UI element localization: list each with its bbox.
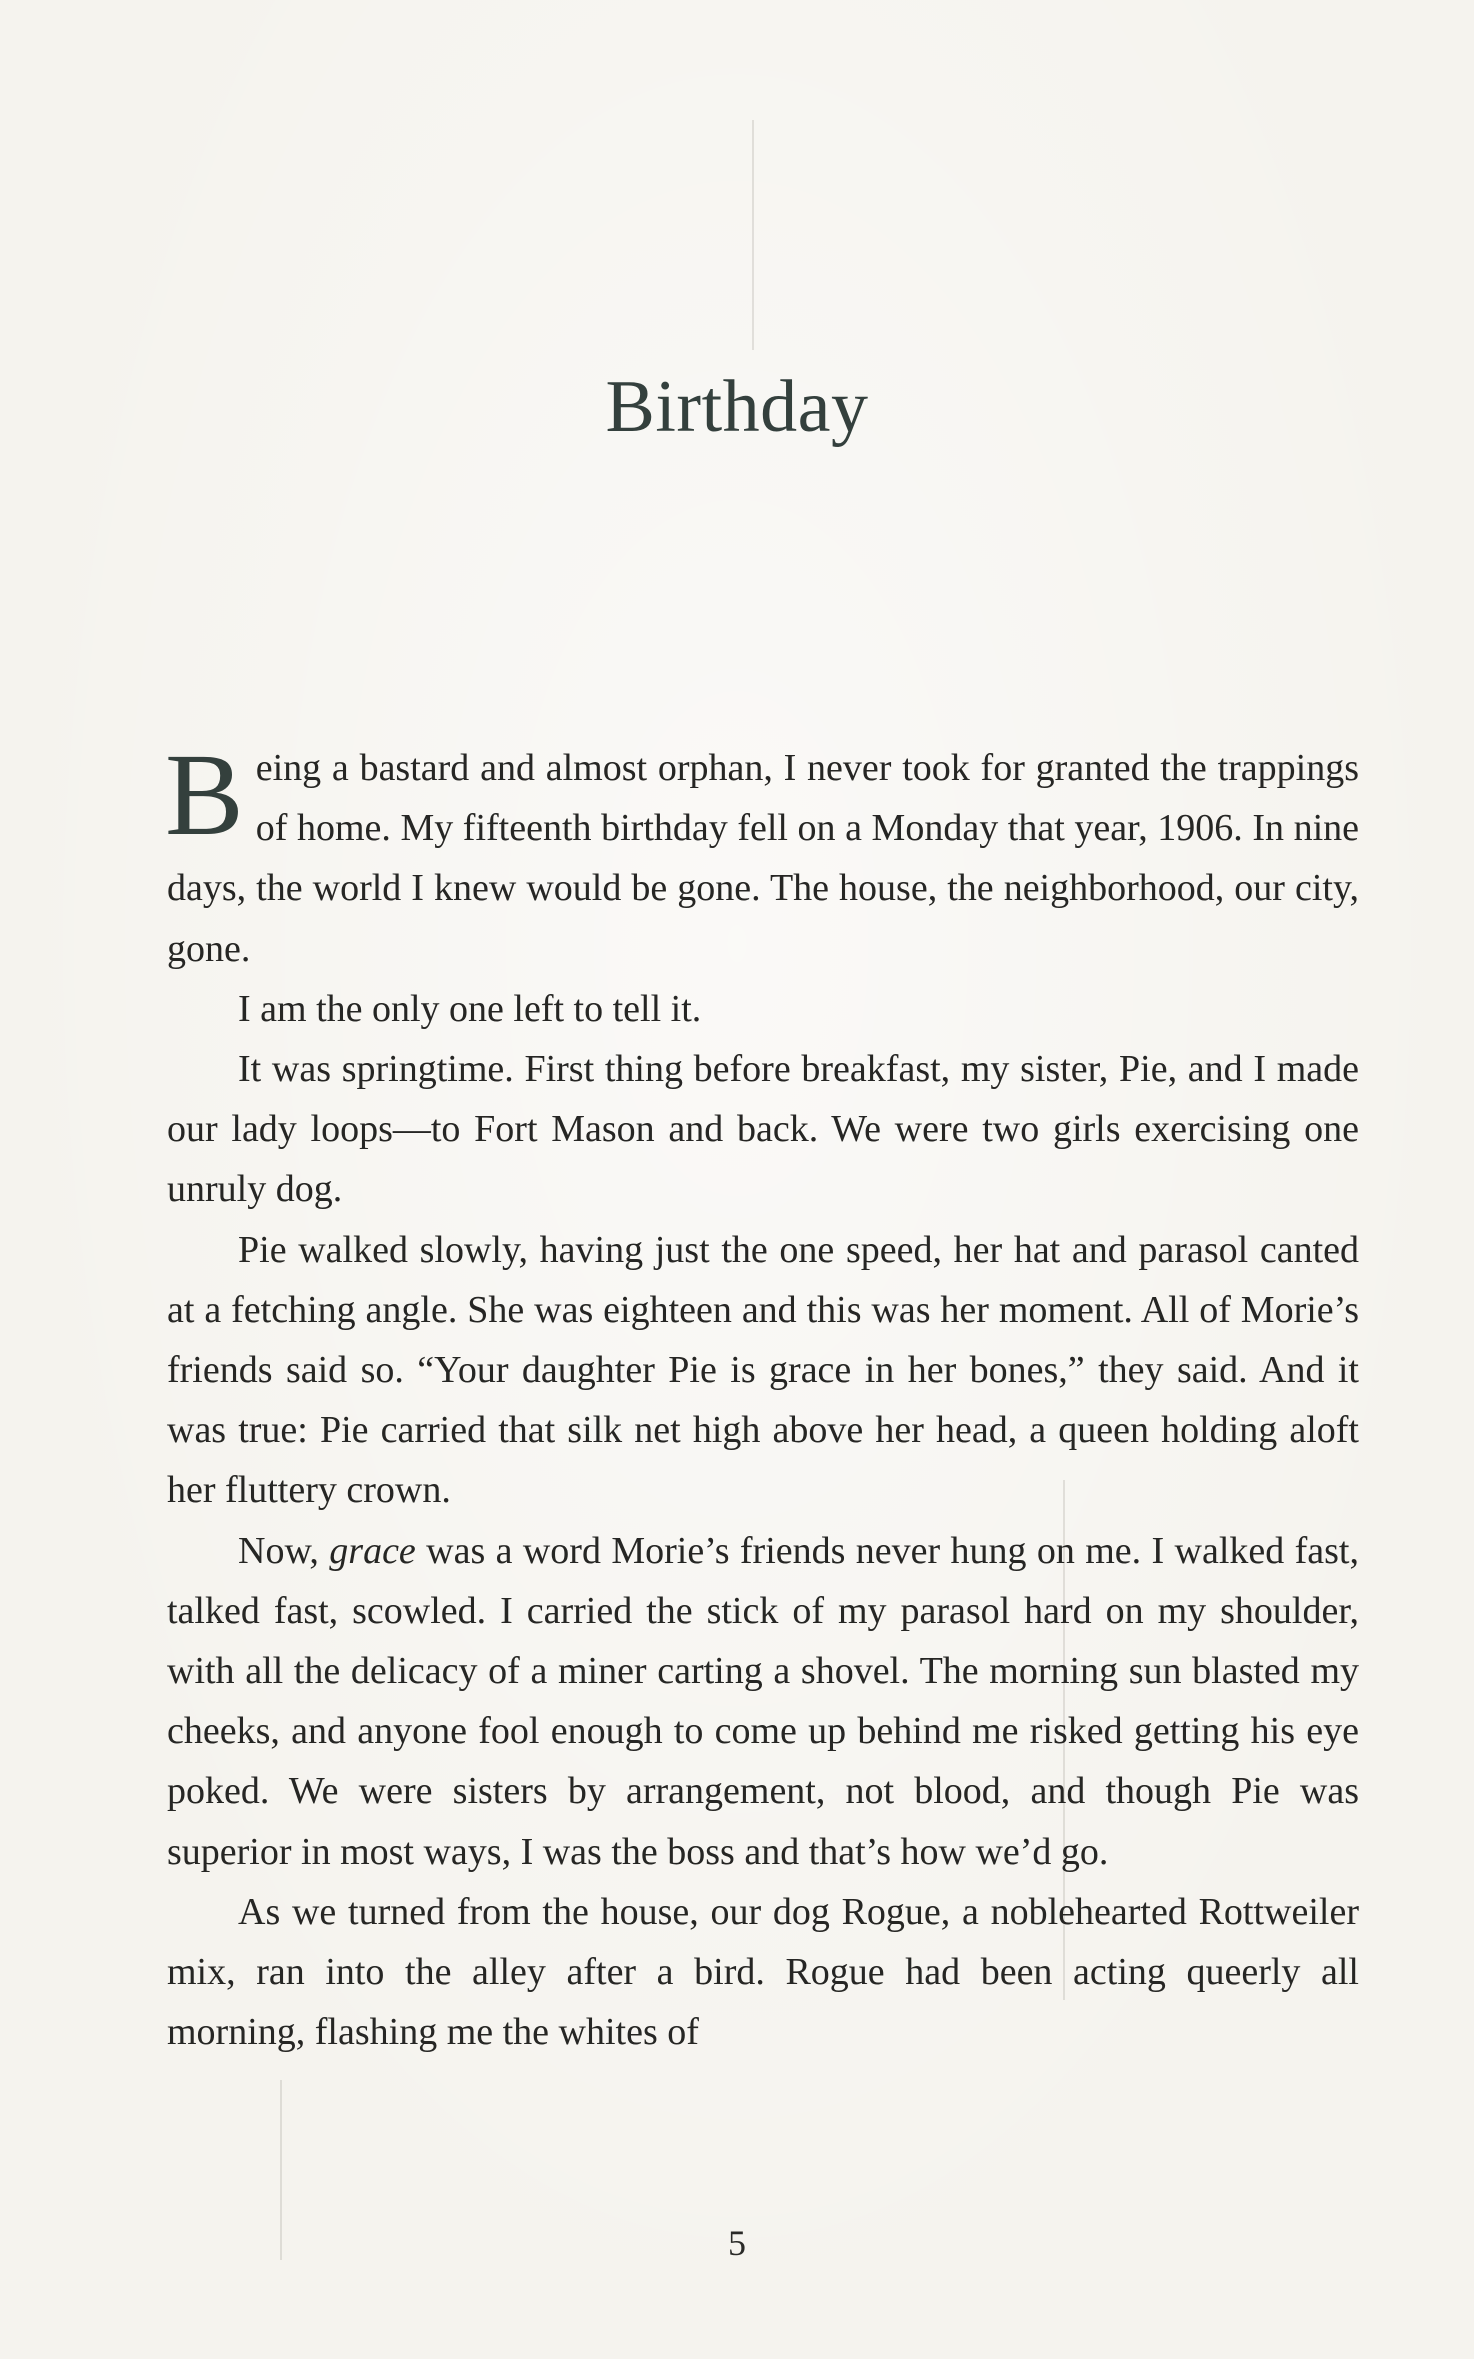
paragraph-5 [167,1521,1359,1882]
paragraph-5-start: Now, [238,1529,330,1572]
chapter-body [165,729,1359,2062]
emphasis-grace: grace [329,1529,416,1572]
paragraph-4: Pie walked slowly, having just the one speed, her hat and parasol canted at a fetching angle. She was eighteen and this was her moment. All of Morie’s friends said so. “Your daughter Pie is grace in her bones,” they said. And it was true: Pie carried that silk net high above her head, a queen holding aloft her fluttery crown. [167,1228,1359,1512]
paragraph-3: It was springtime. First thing before breakfast, my sister, Pie, and I made our lady loops—to Fort Mason and back. We were two girls exercising one unruly dog. [167,1048,1359,1211]
paragraph-5-rest: was a word Morie’s friends never hung on me. I walked fast, talked fast, scowled. I carried the stick of my parasol hard on my shoulder, with all the delicacy of a miner carting a shovel. The morning sun blasted my cheeks, and anyone fool enough to come up behind me risked getting his eye poked. We were sisters by arrangement, not blood, and though Pie was superior in most ways, I was the boss and that’s how we’d go. [167,1529,1359,1873]
chapter-title: Birthday [605,366,869,448]
drop-cap: B [165,729,244,860]
paragraph-1 [165,729,1359,979]
page-number: 5 [728,2223,746,2263]
paragraph-6: As we turned from the house, our dog Rogue, a noblehearted Rottweiler mix, ran into the alley after a bird. Rogue had been acting queerly all morning, flashing me the whites of [167,1890,1359,2054]
paragraph-2: I am the only one left to tell it. [238,987,702,1030]
paragraph-1-text: eing a bastard and almost orphan, I never took for granted the trappings of home. My fifteenth birthday fell on a Monday that year, 1906. In nine days, the world I knew would be gone. The house, the neighborhood, our city, gone. [167,747,1359,970]
page-crease [752,120,754,350]
